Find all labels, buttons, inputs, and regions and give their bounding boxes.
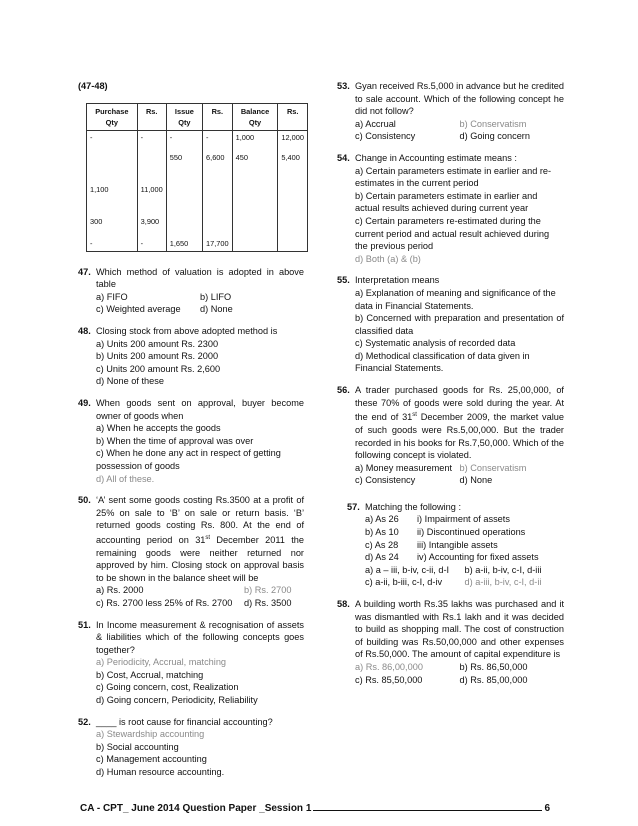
question-number: 50. [78,495,91,506]
table-cell [232,209,278,231]
table-cell: 6,600 [203,145,233,177]
question-text-part-1: ‘A’ sent some goods costing Rs.3500 at a profit of 25% on sale to ‘B’ on sale or return basis. ‘B’ returned goods costing Rs. 800. At the end of accounting period on 31 [96,495,304,545]
option-b: b) a-ii, b-iv, c-I, d-iii [464,564,542,575]
col-purchase-qty: Purchase Qty [87,103,138,130]
option-c: c) Consistency [355,475,416,486]
table-cell [166,177,202,209]
col-rs-1: Rs. [137,103,166,130]
option-d: d) Human resource accounting. [96,767,225,778]
option-a: a) Rs. 2000 [96,585,144,596]
option-b: b) Concerned with preparation and presentation of classified data [355,313,564,336]
option-d: d) None [459,475,493,486]
match-left: b) As 10 [365,527,399,538]
col-issue-qty: Issue Qty [166,103,202,130]
table-row [87,130,308,145]
option-a: a) Certain parameters estimate in earlier and re-estimates in the current period [355,165,552,189]
table-cell: - [203,130,233,145]
option-a: a) a – iii, b-iv, c-ii, d-I [365,564,450,575]
footer-rule [313,803,542,811]
option-c: c) Rs. 85,50,000 [355,674,423,685]
table-cell: 11,000 [137,177,166,209]
option-b: b) Rs. 86,50,000 [459,662,528,672]
table-cell [278,177,308,209]
question-text: Closing stock from above adopted method is [96,325,278,336]
table-cell [278,209,308,231]
match-left: c) As 28 [365,539,399,550]
match-left: d) As 24 [365,552,399,563]
question-text: A building worth Rs.35 lakhs was purchased and it was dismantled with Rs.1 lakh and it was decided to build as shopping mall. The cost of construction of building was Rs.50,00,000 and other expenses of Rs.50,000. The amount of capital expenditure is [355,599,564,660]
match-row [365,551,564,564]
option-d: d) All of these. [96,473,155,484]
right-column [337,80,564,695]
col-rs-3: Rs. [278,103,308,130]
option-c: c) Management accounting [96,754,207,765]
option-a: a) FIFO [96,291,128,302]
table-header: (47-48) [78,81,108,91]
option-b: b) LIFO [200,291,232,302]
table-row [87,145,308,177]
question-number: 51. [78,619,91,630]
question-57 [337,501,564,589]
question-50 [78,494,304,609]
question-text-part-2: December 2011 the remaining goods were neither returned nor approved by him. Closing stock on approval basis to be shown in the balance sheet will be [96,534,304,583]
option-b: b) Rs. 2700 [244,585,292,596]
question-number: 48. [78,325,91,336]
option-d: d) Rs. 85,00,000 [459,674,528,685]
table-cell: 550 [166,145,202,177]
option-b: b) Conservatism [459,118,527,129]
question-53 [337,80,564,143]
option-a: a) Stewardship accounting [96,729,205,740]
option-c: c) Certain parameters re-estimated during the current period and actual result achieved during the previous period [355,215,550,252]
question-number: 58. [337,599,350,610]
col-rs-2: Rs. [203,103,233,130]
ordinal-suffix: st [412,412,417,419]
option-a: a) When he accepts the goods [96,423,221,434]
table-cell [232,231,278,252]
ordinal-suffix: st [205,534,211,541]
question-54 [337,152,564,265]
option-b: b) Conservatism [459,462,527,473]
option-d: d) Both (a) & (b) [355,253,421,264]
option-a: a) Explanation of meaning and significance of the data in Financial Statements. [355,287,556,311]
option-d: d) Methodical classification of data given in Financial Statements. [355,350,530,374]
table-cell: 1,100 [87,177,138,209]
table-cell: - [137,231,166,252]
question-text: Change in Accounting estimate means : [355,152,517,163]
question-text: Interpretation means [355,275,440,286]
question-text: Gyan received Rs.5,000 in advance but he credited to sale account. Which of the following concept he did not follow? [355,81,564,117]
question-number: 56. [337,385,350,396]
table-row [87,231,308,252]
option-d: d) Going concern [459,131,530,142]
question-text: Which method of valuation is adopted in above table [96,266,304,290]
question-number: 47. [78,266,91,277]
table-cell [232,177,278,209]
table-cell [203,177,233,209]
table-cell: 17,700 [203,231,233,252]
stock-table [86,103,308,252]
table-cell: - [87,130,138,145]
table-row [87,177,308,209]
option-c: c) Consistency [355,131,416,142]
question-51 [78,619,304,707]
table-cell: - [87,231,138,252]
match-right: iv) Accounting for fixed assets [417,552,539,563]
question-text [355,384,564,462]
table-cell [87,145,138,177]
option-c: c) Rs. 2700 less 25% of Rs. 2700 [96,597,233,608]
question-text: When goods sent on approval, buyer become owner of goods when [96,397,304,421]
question-number: 57. [347,501,360,512]
option-b: b) Certain parameters estimate in earlier and actual results achieved during current year [355,190,538,214]
option-c: c) Weighted average [96,304,181,315]
option-b: b) Units 200 amount Rs. 2000 [96,351,219,362]
left-column [78,80,304,788]
match-left: a) As 26 [365,514,399,525]
table-cell: 1,000 [232,130,278,145]
table-cell [203,209,233,231]
table-cell: - [166,130,202,145]
match-right: ii) Discontinued operations [417,527,526,538]
option-c: c) Systematic analysis of recorded data [355,338,516,349]
match-row [365,526,564,539]
table-cell: - [137,130,166,145]
table-cell: 450 [232,145,278,177]
page-footer [80,803,550,814]
table-cell: 300 [87,209,138,231]
question-number: 54. [337,152,350,163]
option-d: d) None of these [96,376,164,387]
option-b: b) When the time of approval was over [96,435,254,446]
match-right: iii) Intangible assets [417,539,498,550]
option-d: d) Going concern, Periodicity, Reliability [96,695,258,706]
question-47 [78,266,304,316]
table-cell: 12,000 [278,130,308,145]
question-number: 49. [78,397,91,408]
option-b: b) Cost, Accrual, matching [96,669,204,680]
footer-title: CA - CPT_ June 2014 Question Paper _Session 1 [80,803,312,814]
matching-list [337,513,564,563]
option-a: a) Accrual [355,118,396,129]
question-text-part-1: A trader purchased goods for Rs. 25,00,000, of these 70% of goods were sold during the year. At the end of 31 [355,385,564,423]
question-text-part-2: December 2009, the market value of such goods were Rs.5,00,000. But the trader recorded in his books for Rs.7,50,000. Which of the following concept is violated. [355,412,565,461]
question-text [96,494,304,584]
option-a: a) Rs. 86,00,000 [355,662,423,672]
table-cell [137,145,166,177]
page-number: 6 [544,803,550,814]
question-58 [337,598,564,686]
table-cell: 5,400 [278,145,308,177]
table-cell: 1,650 [166,231,202,252]
question-number: 53. [337,81,350,91]
match-row [365,513,564,526]
option-c: c) When he done any act in respect of getting possession of goods [96,448,281,471]
option-d: d) a-iii, b-iv, c-I, d-ii [464,577,542,588]
question-text: Matching the following : [365,501,462,512]
table-cell: 3,900 [137,209,166,231]
option-d: d) Rs. 3500 [244,597,292,608]
option-c: c) Going concern, cost, Realization [96,682,239,693]
option-c: c) a-ii, b-iii, c-I, d-iv [365,577,443,588]
question-text: ____ is root cause for financial accounting? [96,716,273,727]
match-right: i) Impairment of assets [417,514,510,525]
option-a: a) Units 200 amount Rs. 2300 [96,338,219,349]
col-balance-qty: Balance Qty [232,103,278,130]
option-a: a) Periodicity, Accrual, matching [96,657,227,668]
option-c: c) Units 200 amount Rs. 2,600 [96,363,221,374]
option-a: a) Money measurement [355,462,453,473]
question-55 [337,274,564,375]
table-cell [166,209,202,231]
question-number: 55. [337,275,350,286]
question-56 [337,384,564,487]
option-d: d) None [200,304,233,315]
question-49 [78,397,304,485]
question-number: 52. [78,716,91,727]
question-text: In Income measurement & recognisation of assets & liabilities which of the following concepts goes together? [96,619,304,655]
table-row [87,209,308,231]
match-row [365,539,564,552]
question-52 [78,716,304,779]
option-b: b) Social accounting [96,741,179,752]
table-cell [278,231,308,252]
question-48 [78,325,304,388]
